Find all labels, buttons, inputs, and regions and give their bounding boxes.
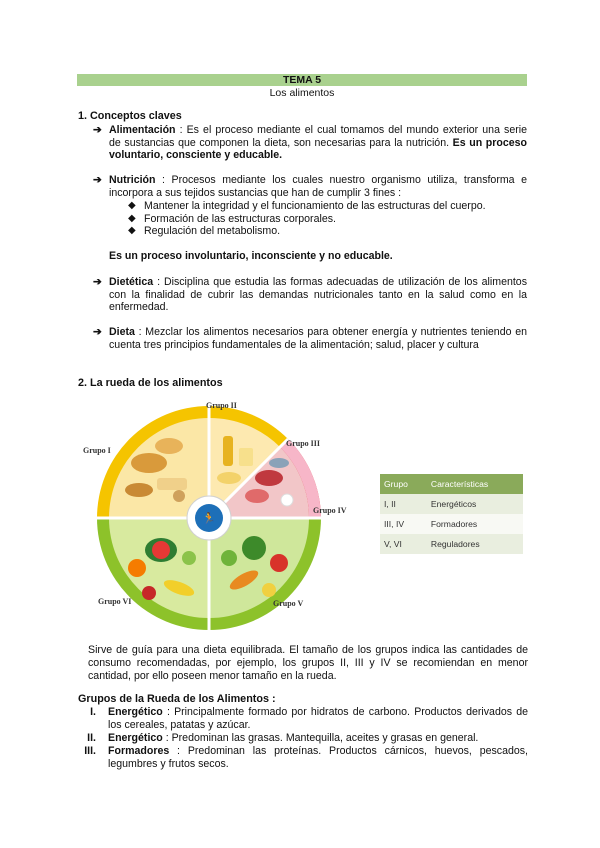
table-row: V, VI Reguladores — [380, 534, 523, 554]
table-row: III, IV Formadores — [380, 514, 523, 534]
label-grupo-i: Grupo I — [83, 446, 111, 455]
section1-heading: 1. Conceptos claves — [78, 110, 182, 122]
concept-dietetica — [93, 276, 527, 314]
list-item: ◆ Regulación del metabolismo. — [128, 225, 281, 238]
arrow-icon: ➔ — [93, 174, 102, 186]
concept-alimentacion — [93, 124, 527, 162]
page-subtitle: Los alimentos — [269, 87, 335, 99]
page-title: TEMA 5 — [77, 74, 527, 86]
label-grupo-iv: Grupo IV — [313, 506, 347, 515]
label-grupo-vi: Grupo VI — [98, 597, 132, 606]
arrow-icon: ➔ — [93, 124, 102, 136]
arrow-icon: ➔ — [93, 326, 102, 338]
svg-text:🏃: 🏃 — [202, 512, 216, 525]
diamond-icon: ◆ — [128, 200, 136, 211]
label-grupo-ii: Grupo II — [206, 401, 237, 410]
group-item-iii: III. Formadores : Predominan las proteínas. Productos cárnicos, huevos, pescados, legumbres y frutos secos. — [84, 745, 528, 770]
alimentacion-text: : Es el proceso mediante el cual tomamos del mundo exterior una serie de sustancias que componen la dieta, son necesarias para la nutrición. — [109, 124, 527, 149]
diamond-icon: ◆ — [128, 212, 136, 224]
table-header-caracteristicas: Características — [427, 474, 523, 494]
nutricion-bold-note: Es un proceso involuntario, inconsciente y no educable. — [109, 250, 393, 262]
term-dieta: Dieta — [109, 326, 135, 338]
nutricion-text: : Procesos mediante los cuales nuestro organismo utiliza, transforma e incorpora a sus tejidos sustancias que han de cumplir 3 fines : — [109, 174, 527, 199]
alimentacion-bold: Es un proceso voluntario, consciente y educable. — [109, 136, 527, 162]
label-grupo-iii: Grupo III — [286, 439, 321, 448]
concept-dieta — [93, 326, 527, 351]
list-item: ◆ Formación de las estructuras corporales. — [128, 212, 336, 225]
section2-heading: 2. La rueda de los alimentos — [78, 377, 223, 389]
wheel-description: Sirve de guía para una dieta equilibrada. El tamaño de los grupos indica las cantidades de consumo recomendadas, por ejemplo, los grupos II, III y IV se recomiendan en menor cantidad, por ello poseen menor tamaño en la rueda. — [88, 644, 528, 682]
groups-table — [380, 474, 523, 554]
groups-heading: Grupos de la Rueda de los Alimentos : — [78, 693, 276, 705]
arrow-icon: ➔ — [93, 276, 102, 288]
table-row: I, II Energéticos — [380, 494, 523, 514]
food-wheel-diagram — [66, 398, 366, 638]
list-item: ◆ Mantener la integridad y el funcionamiento de las estructuras del cuerpo. — [128, 200, 486, 212]
dieta-text: : Mezclar los alimentos necesarios para obtener energía y nutrientes teniendo en cuenta tres principios fundamentales de la alimentación; salud, placer y cultura — [109, 326, 527, 351]
diamond-icon: ◆ — [128, 225, 136, 237]
nutricion-bullets — [128, 200, 528, 238]
term-dietetica: Dietética — [109, 276, 154, 288]
group-item-i: I. Energético : Principalmente formado por hidratos de carbono. Productos derivados de los cereales, patatas y azúcar. — [90, 706, 528, 731]
table-header-grupo: Grupo — [380, 474, 427, 494]
term-alimentacion: Alimentación — [109, 124, 176, 136]
term-nutricion: Nutrición — [109, 174, 156, 186]
label-grupo-v: Grupo V — [273, 599, 304, 608]
dietetica-text: : Disciplina que estudia las formas adecuadas de utilización de los alimentos con la finalidad de cubrir las demandas nutricionales tanto en la salud como en la enfermedad. — [109, 276, 527, 314]
concept-nutricion — [93, 174, 527, 199]
group-item-ii: II. Energético : Predominan las grasas. Mantequilla, aceites y grasas en general. — [87, 732, 479, 744]
